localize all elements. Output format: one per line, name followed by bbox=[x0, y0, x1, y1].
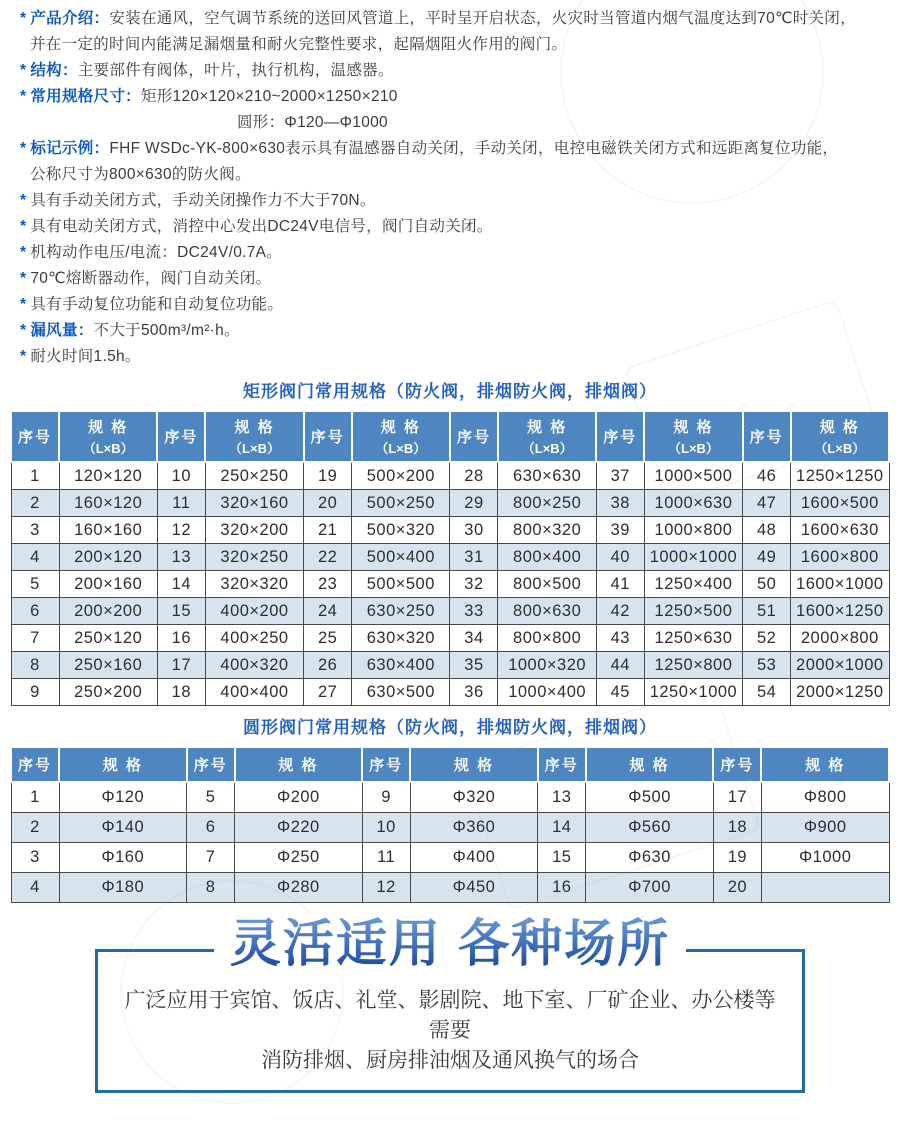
table-row bbox=[11, 873, 889, 903]
application-box bbox=[95, 915, 805, 1093]
spec-cell: 320×200 bbox=[205, 517, 303, 544]
spec-cell: Φ1000 bbox=[761, 843, 889, 873]
intro-item-text: FHF WSDc-YK-800×630表示具有温感器自动关闭，手动关闭，电控电磁铁关闭方式和远距离复位功能， bbox=[109, 140, 839, 157]
spec-cell: Φ900 bbox=[761, 813, 889, 843]
seq-header: 序号 bbox=[11, 747, 59, 782]
seq-cell: 8 bbox=[11, 652, 59, 679]
spec-cell: Φ220 bbox=[235, 813, 363, 843]
seq-cell: 27 bbox=[304, 679, 352, 706]
seq-cell: 30 bbox=[450, 517, 498, 544]
seq-cell: 10 bbox=[362, 813, 410, 843]
spec-cell: 1600×1000 bbox=[791, 571, 889, 598]
intro-item-text: 安装在通风，空气调节系统的送回风管道上，平时呈开启状态，火灾时当管道内烟气温度达到70℃时关闭， bbox=[109, 10, 856, 27]
seq-cell: 20 bbox=[713, 873, 761, 903]
spec-cell: Φ160 bbox=[59, 843, 187, 873]
spec-header-sub: （L×B） bbox=[82, 441, 134, 456]
seq-header: 序号 bbox=[157, 411, 205, 462]
seq-cell: 37 bbox=[596, 462, 644, 490]
intro-item-label: 常用规格尺寸： bbox=[30, 88, 141, 105]
table-row bbox=[11, 843, 889, 873]
seq-cell: 16 bbox=[157, 625, 205, 652]
seq-header: 序号 bbox=[596, 411, 644, 462]
spec-cell: 160×160 bbox=[59, 517, 157, 544]
seq-cell: 16 bbox=[538, 873, 586, 903]
spec-cell: 500×250 bbox=[352, 490, 450, 517]
seq-cell: 43 bbox=[596, 625, 644, 652]
spec-cell: 320×160 bbox=[205, 490, 303, 517]
seq-cell: 22 bbox=[304, 544, 352, 571]
spec-cell: 1600×800 bbox=[791, 544, 889, 571]
spec-cell: 1250×500 bbox=[644, 598, 742, 625]
seq-cell: 20 bbox=[304, 490, 352, 517]
seq-header: 序号 bbox=[11, 411, 59, 462]
seq-cell: 2 bbox=[11, 813, 59, 843]
seq-cell: 4 bbox=[11, 544, 59, 571]
spec-cell: 800×320 bbox=[498, 517, 596, 544]
spec-header-main: 规 格 bbox=[453, 757, 495, 774]
intro-item-text: 具有手动复位功能和自动复位功能。 bbox=[30, 296, 284, 313]
seq-cell: 34 bbox=[450, 625, 498, 652]
spec-cell: 1000×320 bbox=[498, 652, 596, 679]
spec-cell: Φ400 bbox=[410, 843, 538, 873]
bullet-marker: * bbox=[20, 192, 27, 209]
spec-cell: Φ500 bbox=[586, 782, 714, 813]
spec-cell: Φ800 bbox=[761, 782, 889, 813]
table-row bbox=[11, 462, 889, 490]
spec-cell: 500×400 bbox=[352, 544, 450, 571]
application-text-line: 消防排烟、厨房排油烟及通风换气的场合 bbox=[261, 1049, 639, 1072]
seq-cell: 7 bbox=[11, 625, 59, 652]
seq-cell: 28 bbox=[450, 462, 498, 490]
spec-header-main: 规 格 bbox=[234, 419, 275, 436]
spec-cell: 800×630 bbox=[498, 598, 596, 625]
spec-header bbox=[791, 411, 889, 462]
spec-cell: 500×500 bbox=[352, 571, 450, 598]
seq-cell: 13 bbox=[538, 782, 586, 813]
table-row bbox=[11, 782, 889, 813]
seq-cell: 12 bbox=[362, 873, 410, 903]
table-header-row bbox=[11, 411, 889, 462]
spec-cell: 630×320 bbox=[352, 625, 450, 652]
seq-cell: 39 bbox=[596, 517, 644, 544]
seq-cell: 53 bbox=[743, 652, 791, 679]
table-row bbox=[11, 517, 889, 544]
spec-cell: 1600×1250 bbox=[791, 598, 889, 625]
seq-cell: 21 bbox=[304, 517, 352, 544]
seq-cell: 49 bbox=[743, 544, 791, 571]
spec-cell: 800×400 bbox=[498, 544, 596, 571]
spec-cell: 1250×1000 bbox=[644, 679, 742, 706]
spec-cell: 200×120 bbox=[59, 544, 157, 571]
product-intro-section bbox=[0, 0, 900, 370]
intro-item-label: 漏风量： bbox=[30, 322, 94, 339]
table-row bbox=[11, 679, 889, 706]
seq-cell: 6 bbox=[187, 813, 235, 843]
seq-cell: 40 bbox=[596, 544, 644, 571]
spec-cell: 400×400 bbox=[205, 679, 303, 706]
seq-cell: 29 bbox=[450, 490, 498, 517]
spec-header-main: 规 格 bbox=[278, 757, 319, 774]
seq-cell: 36 bbox=[450, 679, 498, 706]
spec-cell: 500×200 bbox=[352, 462, 450, 490]
spec-header bbox=[205, 411, 303, 462]
seq-cell: 47 bbox=[743, 490, 791, 517]
spec-cell: 1250×800 bbox=[644, 652, 742, 679]
intro-item bbox=[20, 6, 886, 32]
intro-item bbox=[20, 136, 886, 162]
seq-cell: 18 bbox=[157, 679, 205, 706]
spec-cell: 2000×1000 bbox=[791, 652, 889, 679]
seq-header: 序号 bbox=[362, 747, 410, 782]
seq-cell: 25 bbox=[304, 625, 352, 652]
spec-cell: Φ450 bbox=[410, 873, 538, 903]
intro-item-text: 机构动作电压/电流：DC24V/0.7A。 bbox=[30, 244, 283, 261]
table-row bbox=[11, 544, 889, 571]
rect-table-title: 矩形阀门常用规格（防火阀，排烟防火阀，排烟阀） bbox=[243, 382, 657, 401]
spec-header bbox=[498, 411, 596, 462]
seq-cell: 15 bbox=[538, 843, 586, 873]
seq-cell: 5 bbox=[11, 571, 59, 598]
spec-header-sub: （L×B） bbox=[814, 441, 866, 456]
intro-item-continuation: 公称尺寸为800×630的防火阀。 bbox=[30, 166, 251, 183]
spec-cell: Φ700 bbox=[586, 873, 714, 903]
spec-header-sub: （L×B） bbox=[375, 441, 427, 456]
spec-cell: Φ280 bbox=[235, 873, 363, 903]
seq-cell: 26 bbox=[304, 652, 352, 679]
seq-header: 序号 bbox=[713, 747, 761, 782]
seq-cell: 33 bbox=[450, 598, 498, 625]
spec-cell: 400×320 bbox=[205, 652, 303, 679]
spec-cell: 1600×630 bbox=[791, 517, 889, 544]
seq-header: 序号 bbox=[538, 747, 586, 782]
spec-cell: 400×250 bbox=[205, 625, 303, 652]
spec-cell: Φ200 bbox=[235, 782, 363, 813]
bullet-marker: * bbox=[20, 270, 27, 287]
seq-cell: 35 bbox=[450, 652, 498, 679]
spec-header bbox=[59, 747, 187, 782]
spec-cell: 200×160 bbox=[59, 571, 157, 598]
intro-item bbox=[20, 58, 886, 84]
intro-item bbox=[20, 188, 886, 214]
spec-cell: Φ140 bbox=[59, 813, 187, 843]
intro-item-label: 结构： bbox=[30, 62, 78, 79]
spec-header bbox=[235, 747, 363, 782]
table-row bbox=[11, 571, 889, 598]
spec-header-sub: （L×B） bbox=[668, 441, 719, 456]
seq-header: 序号 bbox=[304, 411, 352, 462]
spec-cell: 1250×1250 bbox=[791, 462, 889, 490]
seq-cell: 3 bbox=[11, 843, 59, 873]
spec-cell: 800×800 bbox=[498, 625, 596, 652]
seq-cell: 54 bbox=[743, 679, 791, 706]
intro-item-text: 耐火时间1.5h。 bbox=[30, 348, 141, 365]
spec-cell: 250×120 bbox=[59, 625, 157, 652]
spec-cell: 120×120 bbox=[59, 462, 157, 490]
spec-header-main: 规 格 bbox=[527, 419, 568, 436]
spec-header-main: 规 格 bbox=[102, 757, 143, 774]
spec-cell: 500×320 bbox=[352, 517, 450, 544]
spec-cell: 200×200 bbox=[59, 598, 157, 625]
intro-item-text: 矩形120×120×210~2000×1250×210 bbox=[140, 88, 398, 105]
spec-header bbox=[644, 411, 742, 462]
table-row bbox=[11, 652, 889, 679]
bullet-marker: * bbox=[20, 244, 27, 261]
spec-header bbox=[59, 411, 157, 462]
table-row bbox=[11, 490, 889, 517]
seq-cell: 17 bbox=[157, 652, 205, 679]
spec-cell: Φ560 bbox=[586, 813, 714, 843]
bullet-marker: * bbox=[20, 62, 27, 79]
seq-cell: 6 bbox=[11, 598, 59, 625]
spec-cell: 250×250 bbox=[205, 462, 303, 490]
bullet-marker: * bbox=[20, 322, 27, 339]
spec-cell: Φ360 bbox=[410, 813, 538, 843]
seq-cell: 42 bbox=[596, 598, 644, 625]
seq-cell: 32 bbox=[450, 571, 498, 598]
intro-item-continuation: 并在一定的时间内能满足漏烟量和耐火完整性要求，起隔烟阻火作用的阀门。 bbox=[30, 36, 568, 53]
seq-cell: 5 bbox=[187, 782, 235, 813]
bullet-marker: * bbox=[20, 88, 27, 105]
seq-cell: 8 bbox=[187, 873, 235, 903]
seq-cell: 23 bbox=[304, 571, 352, 598]
intro-item-text: 具有电动关闭方式，消控中心发出DC24V电信号，阀门自动关闭。 bbox=[30, 218, 493, 235]
spec-header-sub: （L×B） bbox=[229, 441, 280, 456]
spec-header bbox=[761, 747, 889, 782]
intro-item-continuation: 圆形：Φ120—Φ1000 bbox=[237, 114, 388, 131]
spec-cell: 250×200 bbox=[59, 679, 157, 706]
spec-cell: Φ250 bbox=[235, 843, 363, 873]
spec-header-main: 规 格 bbox=[88, 419, 129, 436]
bullet-marker: * bbox=[20, 296, 27, 313]
bullet-marker: * bbox=[20, 218, 27, 235]
spec-cell bbox=[761, 873, 889, 903]
table-row bbox=[11, 625, 889, 652]
spec-header bbox=[410, 747, 538, 782]
round-spec-table bbox=[10, 746, 890, 903]
seq-cell: 11 bbox=[362, 843, 410, 873]
spec-header-main: 规 格 bbox=[380, 419, 421, 436]
application-title bbox=[214, 914, 686, 974]
seq-cell: 7 bbox=[187, 843, 235, 873]
seq-cell: 18 bbox=[713, 813, 761, 843]
table-row bbox=[11, 813, 889, 843]
seq-cell: 1 bbox=[11, 782, 59, 813]
spec-header bbox=[352, 411, 450, 462]
application-title-text: 灵活适用 各种场所 bbox=[229, 915, 671, 972]
intro-item bbox=[20, 344, 886, 370]
bullet-marker: * bbox=[20, 10, 27, 27]
spec-cell: 320×320 bbox=[205, 571, 303, 598]
intro-item-text: 主要部件有阀体，叶片，执行机构，温感器。 bbox=[77, 62, 394, 79]
intro-item-text: 具有手动关闭方式，手动关闭操作力不大于70N。 bbox=[30, 192, 376, 209]
seq-cell: 50 bbox=[743, 571, 791, 598]
seq-cell: 12 bbox=[157, 517, 205, 544]
spec-cell: 2000×1250 bbox=[791, 679, 889, 706]
spec-cell: 1250×630 bbox=[644, 625, 742, 652]
spec-cell: 1600×500 bbox=[791, 490, 889, 517]
seq-cell: 9 bbox=[11, 679, 59, 706]
intro-item bbox=[20, 318, 886, 344]
spec-cell: 800×250 bbox=[498, 490, 596, 517]
intro-item bbox=[20, 240, 886, 266]
spec-cell: Φ320 bbox=[410, 782, 538, 813]
seq-cell: 10 bbox=[157, 462, 205, 490]
spec-cell: 1250×400 bbox=[644, 571, 742, 598]
spec-header-main: 规 格 bbox=[629, 757, 670, 774]
seq-cell: 11 bbox=[157, 490, 205, 517]
spec-header-main: 规 格 bbox=[673, 419, 714, 436]
spec-header-main: 规 格 bbox=[819, 419, 860, 436]
spec-cell: 630×630 bbox=[498, 462, 596, 490]
intro-item-text: 不大于500m³/m²·h。 bbox=[93, 322, 240, 339]
intro-item-label: 产品介绍： bbox=[30, 10, 110, 27]
spec-cell: 630×250 bbox=[352, 598, 450, 625]
spec-cell: Φ120 bbox=[59, 782, 187, 813]
seq-cell: 1 bbox=[11, 462, 59, 490]
spec-cell: 630×400 bbox=[352, 652, 450, 679]
spec-header-main: 规 格 bbox=[805, 757, 846, 774]
seq-cell: 45 bbox=[596, 679, 644, 706]
round-table-title: 圆形阀门常用规格（防火阀，排烟防火阀，排烟阀） bbox=[243, 718, 657, 737]
seq-cell: 38 bbox=[596, 490, 644, 517]
spec-cell: Φ630 bbox=[586, 843, 714, 873]
bullet-marker: * bbox=[20, 140, 27, 157]
seq-cell: 24 bbox=[304, 598, 352, 625]
seq-cell: 14 bbox=[157, 571, 205, 598]
seq-header: 序号 bbox=[743, 411, 791, 462]
seq-cell: 46 bbox=[743, 462, 791, 490]
application-text-line: 广泛应用于宾馆、饭店、礼堂、影剧院、地下室、厂矿企业、办公楼等需要 bbox=[124, 989, 776, 1042]
seq-header: 序号 bbox=[450, 411, 498, 462]
seq-cell: 48 bbox=[743, 517, 791, 544]
seq-cell: 17 bbox=[713, 782, 761, 813]
application-section bbox=[0, 915, 900, 1093]
intro-item bbox=[20, 266, 886, 292]
seq-cell: 19 bbox=[713, 843, 761, 873]
seq-cell: 9 bbox=[362, 782, 410, 813]
rect-spec-table bbox=[10, 410, 890, 706]
spec-cell: 400×200 bbox=[205, 598, 303, 625]
seq-cell: 14 bbox=[538, 813, 586, 843]
intro-item bbox=[20, 292, 886, 318]
seq-cell: 51 bbox=[743, 598, 791, 625]
spec-header-sub: （L×B） bbox=[521, 441, 573, 456]
table-header-row bbox=[11, 747, 889, 782]
intro-item-text: 70℃熔断器动作，阀门自动关闭。 bbox=[30, 270, 272, 287]
intro-item bbox=[20, 214, 886, 240]
seq-cell: 52 bbox=[743, 625, 791, 652]
spec-cell: 160×120 bbox=[59, 490, 157, 517]
seq-cell: 31 bbox=[450, 544, 498, 571]
seq-cell: 44 bbox=[596, 652, 644, 679]
intro-item bbox=[20, 84, 886, 110]
seq-cell: 19 bbox=[304, 462, 352, 490]
spec-cell: 320×250 bbox=[205, 544, 303, 571]
spec-cell: 1000×630 bbox=[644, 490, 742, 517]
seq-cell: 13 bbox=[157, 544, 205, 571]
seq-cell: 15 bbox=[157, 598, 205, 625]
spec-cell: 1000×400 bbox=[498, 679, 596, 706]
seq-cell: 3 bbox=[11, 517, 59, 544]
spec-cell: 630×500 bbox=[352, 679, 450, 706]
spec-cell: 800×500 bbox=[498, 571, 596, 598]
seq-header: 序号 bbox=[187, 747, 235, 782]
spec-cell: 2000×800 bbox=[791, 625, 889, 652]
spec-cell: 1000×1000 bbox=[644, 544, 742, 571]
intro-item-label: 标记示例： bbox=[30, 140, 110, 157]
seq-cell: 41 bbox=[596, 571, 644, 598]
spec-header bbox=[586, 747, 714, 782]
spec-cell: 250×160 bbox=[59, 652, 157, 679]
bullet-marker: * bbox=[20, 348, 27, 365]
spec-cell: 1000×800 bbox=[644, 517, 742, 544]
spec-cell: 1000×500 bbox=[644, 462, 742, 490]
spec-cell: Φ180 bbox=[59, 873, 187, 903]
seq-cell: 2 bbox=[11, 490, 59, 517]
seq-cell: 4 bbox=[11, 873, 59, 903]
table-row bbox=[11, 598, 889, 625]
